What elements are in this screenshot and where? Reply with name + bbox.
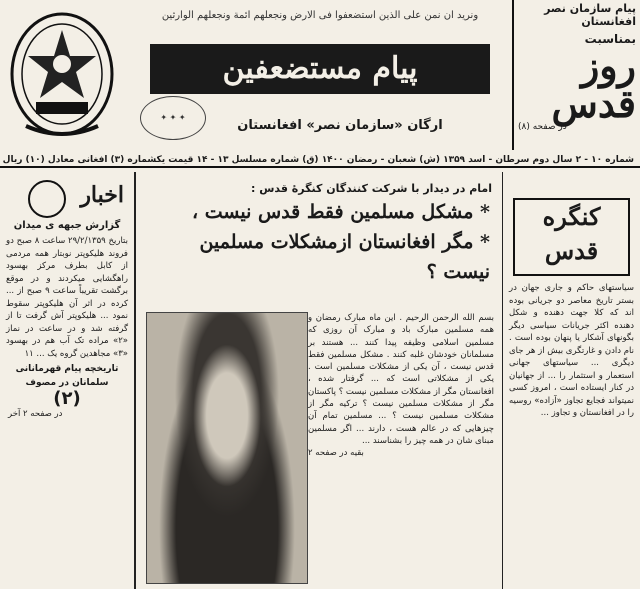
headline-line1: * مشکل مسلمین فقط قدس نیست ، [192, 201, 490, 223]
occasion-continued: در صفحه (۸) [518, 122, 567, 132]
stamp-seal: ✦ ✦ ✦ [140, 96, 206, 140]
quds-day-line2: قدس [551, 81, 636, 126]
occasion-org-line1: پیام سازمان نصر [544, 2, 636, 15]
globe-icon [28, 180, 66, 218]
news-footer-title: تاریخچه پیام قهرمانانی [15, 364, 119, 374]
lead-article [308, 312, 494, 582]
news-footer-sub: سلمانان در مصوف [25, 378, 109, 388]
news-heading [6, 178, 128, 218]
quran-verse: ونرید ان نمن علی الذین استضعفوا فی الارض ونجعلهم ائمة ونجعلهم الوارثین [161, 10, 479, 21]
editorial-heading-box [513, 198, 630, 276]
news-subtitle: گزارش جبهه ی میدان [13, 220, 121, 231]
organ-line: ارگان «سازمان نصر» افغانستان [237, 118, 443, 133]
editorial-heading-line1: کنگره [542, 202, 601, 231]
news-body: بتاریخ ۲۹/۲/۱۳۵۹ ساعت ۸ صبح دو فروند هلیکوپتر نوبتار همه مردمی از کابل بطرف مرکز بهسود راهگشایی میکردند و در موقع برگشت تقریباً ساعت ۹ صبح از ... کرده در اثر آن هلیکوپتر سقوط نمود ... هلیکوپتر آش گرفت تا از گرفته شد و در ساعت در نماز «۲» مراده تک آب هم در بهسود «۳» مجاهدین گروه یک ... ۱۱ [6, 236, 128, 359]
headline-line2: * مگر افغانستان ازمشکلات مسلمین [199, 231, 490, 253]
issue-info-strip: شماره ۱۰ - ۲ سال دوم سرطان - اسد ۱۳۵۹ (ش) شعبان - رمضان ۱۴۰۰ (ق) شماره مسلسل ۱۳ - ۱۴ قیمت یکشماره (۳) افغانی معادل (۱۰) ریال [0, 152, 640, 168]
news-number: (۲) [53, 388, 81, 409]
news-column [0, 172, 136, 589]
editorial-heading-line2: قدس [544, 236, 599, 265]
occasion-org-line2: افغانستان [581, 15, 636, 28]
lead-article-body: بسم الله الرحمن الرحیم . این ماه مبارک رمضان و همه مسلمین مبارک باد و مبارک آن روزی که مسلمین اسلامی وظیفه پیدا کنند ... هستند بر مسلمانان خودشان غلبه کنند . مشکل مسلمین فقط قدس نیست ، آن یکی از مشکلات مسلمین است . یکی از مشکلاتی است که ... گرفتار شده ، افغانستان مگر از مشکلات مسلمین نیست ؟ پاکستان مگر از مشکلات مسلمین نیست ؟ ترکیه مگر از مشکلات مسلمین نیست ؟ ... مسلمین تمام آن چیزهایی که در عالم هست ، دارند ... اگر مسلمین مبنای شان در همه چیز را بشناسند ... [308, 313, 494, 446]
lead-headline [136, 195, 502, 287]
occasion-label: بمناسبت [584, 32, 636, 46]
editorial-column [502, 172, 640, 589]
news-title: اخبار [80, 182, 124, 208]
occasion-box [512, 0, 640, 150]
editorial-body: سیاستهای حاکم و جاری جهان در بستر تاریخ معاصر دو جریانی بوده اند که کلا جهت دهنده و شکل دهنده اکثر جریانات سیاسی دیگر بگونهای آشکار یا پنهان بوده است . نام دادن و غارتگری بیش از هر جای دیگری ... سیاستهای جهانی استعمار و استثمار را ... از جهانیان در کنار ایستاده است ، امروز کسی نمیتواند فجایع تجاوز «آزاده» روسیه را در افغانستان و تجاوز ... [509, 283, 634, 418]
masthead [0, 0, 640, 154]
lead-story [136, 172, 502, 589]
portrait-photo [146, 312, 308, 584]
news-continued: در صفحه ۲ آخر [8, 409, 63, 419]
newspaper-title: پیام مستضعفین [150, 44, 490, 94]
quds-day-line1: روز [580, 43, 636, 88]
nameplate [130, 0, 510, 150]
headline-line3: نیست ؟ [426, 261, 490, 283]
lead-kicker: امام در دیدار با شرکت کنندگان کنگرهٔ قدس : [251, 182, 492, 195]
organization-emblem-icon [6, 6, 118, 142]
lead-article-continued: بقیه در صفحه ۲ [308, 448, 364, 459]
